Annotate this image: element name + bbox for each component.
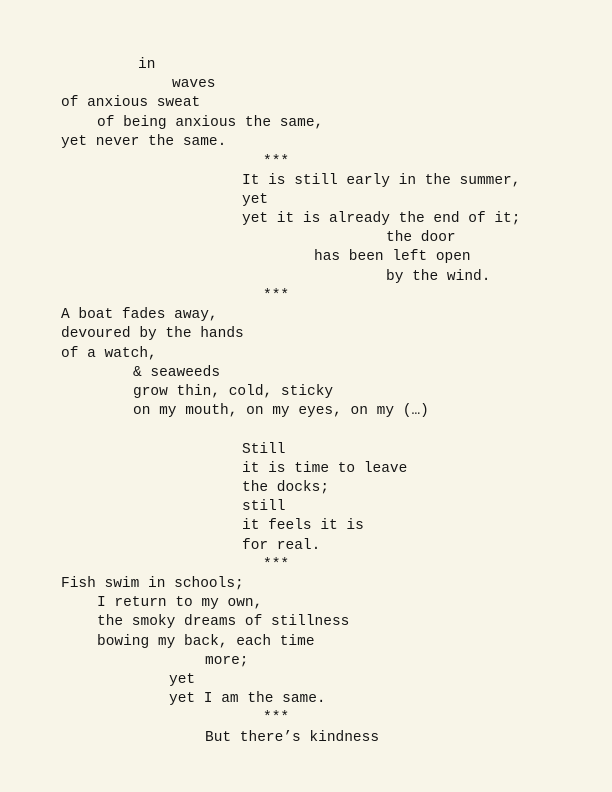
- poem-line: it feels it is: [242, 518, 364, 534]
- poem-line: the door: [386, 230, 456, 246]
- poem-line: yet: [169, 672, 196, 688]
- poem-line: more;: [205, 653, 249, 669]
- poem-line: on my mouth, on my eyes, on my (…): [133, 403, 429, 419]
- poem-line: has been left open: [314, 249, 471, 265]
- poem-line: devoured by the hands: [61, 326, 244, 342]
- poem-line: still: [242, 499, 286, 515]
- poem-line: yet: [242, 192, 269, 208]
- section-separator: ***: [263, 154, 290, 170]
- section-separator: ***: [263, 557, 290, 573]
- poem-line: of a watch,: [61, 346, 157, 362]
- poem-line: the docks;: [242, 480, 330, 496]
- poem-line: & seaweeds: [133, 365, 221, 381]
- poem-line: of being anxious the same,: [97, 115, 324, 131]
- poem-line: bowing my back, each time: [97, 634, 315, 650]
- poem-line: waves: [172, 76, 216, 92]
- poem-line: by the wind.: [386, 269, 491, 285]
- poem-line: Fish swim in schools;: [61, 576, 244, 592]
- poem-line: yet never the same.: [61, 134, 227, 150]
- poem-line: for real.: [242, 538, 321, 554]
- poem-line: But there’s kindness: [205, 730, 380, 746]
- poem-line: It is still early in the summer,: [242, 173, 521, 189]
- poem-line: yet it is already the end of it;: [242, 211, 521, 227]
- poem-line: the smoky dreams of stillness: [97, 614, 350, 630]
- poem-line: grow thin, cold, sticky: [133, 384, 334, 400]
- poem-line: Still: [242, 442, 286, 458]
- poem-line: yet I am the same.: [169, 691, 326, 707]
- poem-line: it is time to leave: [242, 461, 408, 477]
- section-separator: ***: [263, 288, 290, 304]
- poem-line: of anxious sweat: [61, 95, 201, 111]
- poem-line: A boat fades away,: [61, 307, 218, 323]
- section-separator: ***: [263, 710, 290, 726]
- poem-line: in: [138, 57, 156, 73]
- poem-line: I return to my own,: [97, 595, 263, 611]
